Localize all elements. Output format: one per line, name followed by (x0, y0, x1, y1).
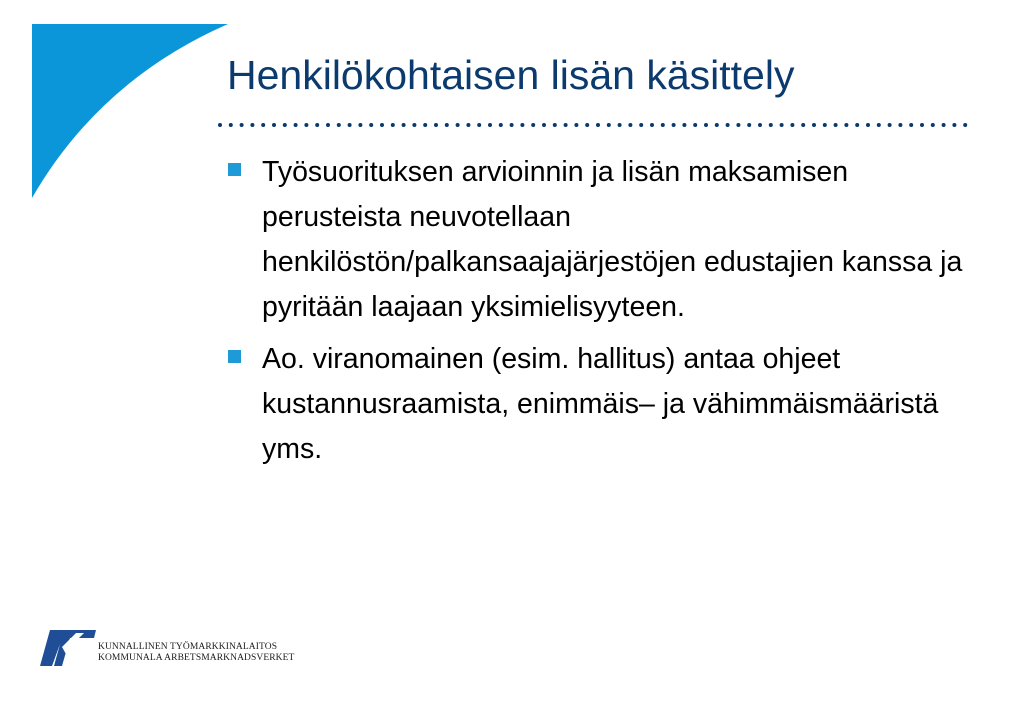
logo-line-swedish: KOMMUNALA ARBETSMARKNADSVERKET (98, 653, 295, 663)
square-bullet-icon (228, 350, 241, 363)
decorative-corner-shape (0, 0, 240, 210)
bullet-list (226, 150, 986, 479)
kt-logo-icon (40, 630, 98, 666)
bullet-text: Ao. viranomainen (esim. hallitus) antaa ohjeet kustannusraamista, enimmäis– ja vähimmäismääristä yms. (262, 343, 939, 465)
list-item (226, 150, 986, 330)
slide-title: Henkilökohtaisen lisän käsittely (227, 52, 795, 98)
logo-text (98, 642, 294, 664)
title-dotted-rule (214, 116, 974, 132)
square-bullet-icon (228, 163, 241, 176)
organization-logo (40, 630, 340, 670)
logo-line-finnish: KUNNALLINEN TYÖMARKKINALAITOS (98, 642, 278, 652)
bullet-text: Työsuorituksen arvioinnin ja lisän maksamisen perusteista neuvotellaan henkilöstön/palkansaajajärjestöjen edustajien kanssa ja pyritään laajaan yksimielisyyteen. (262, 156, 963, 323)
list-item (226, 337, 986, 472)
